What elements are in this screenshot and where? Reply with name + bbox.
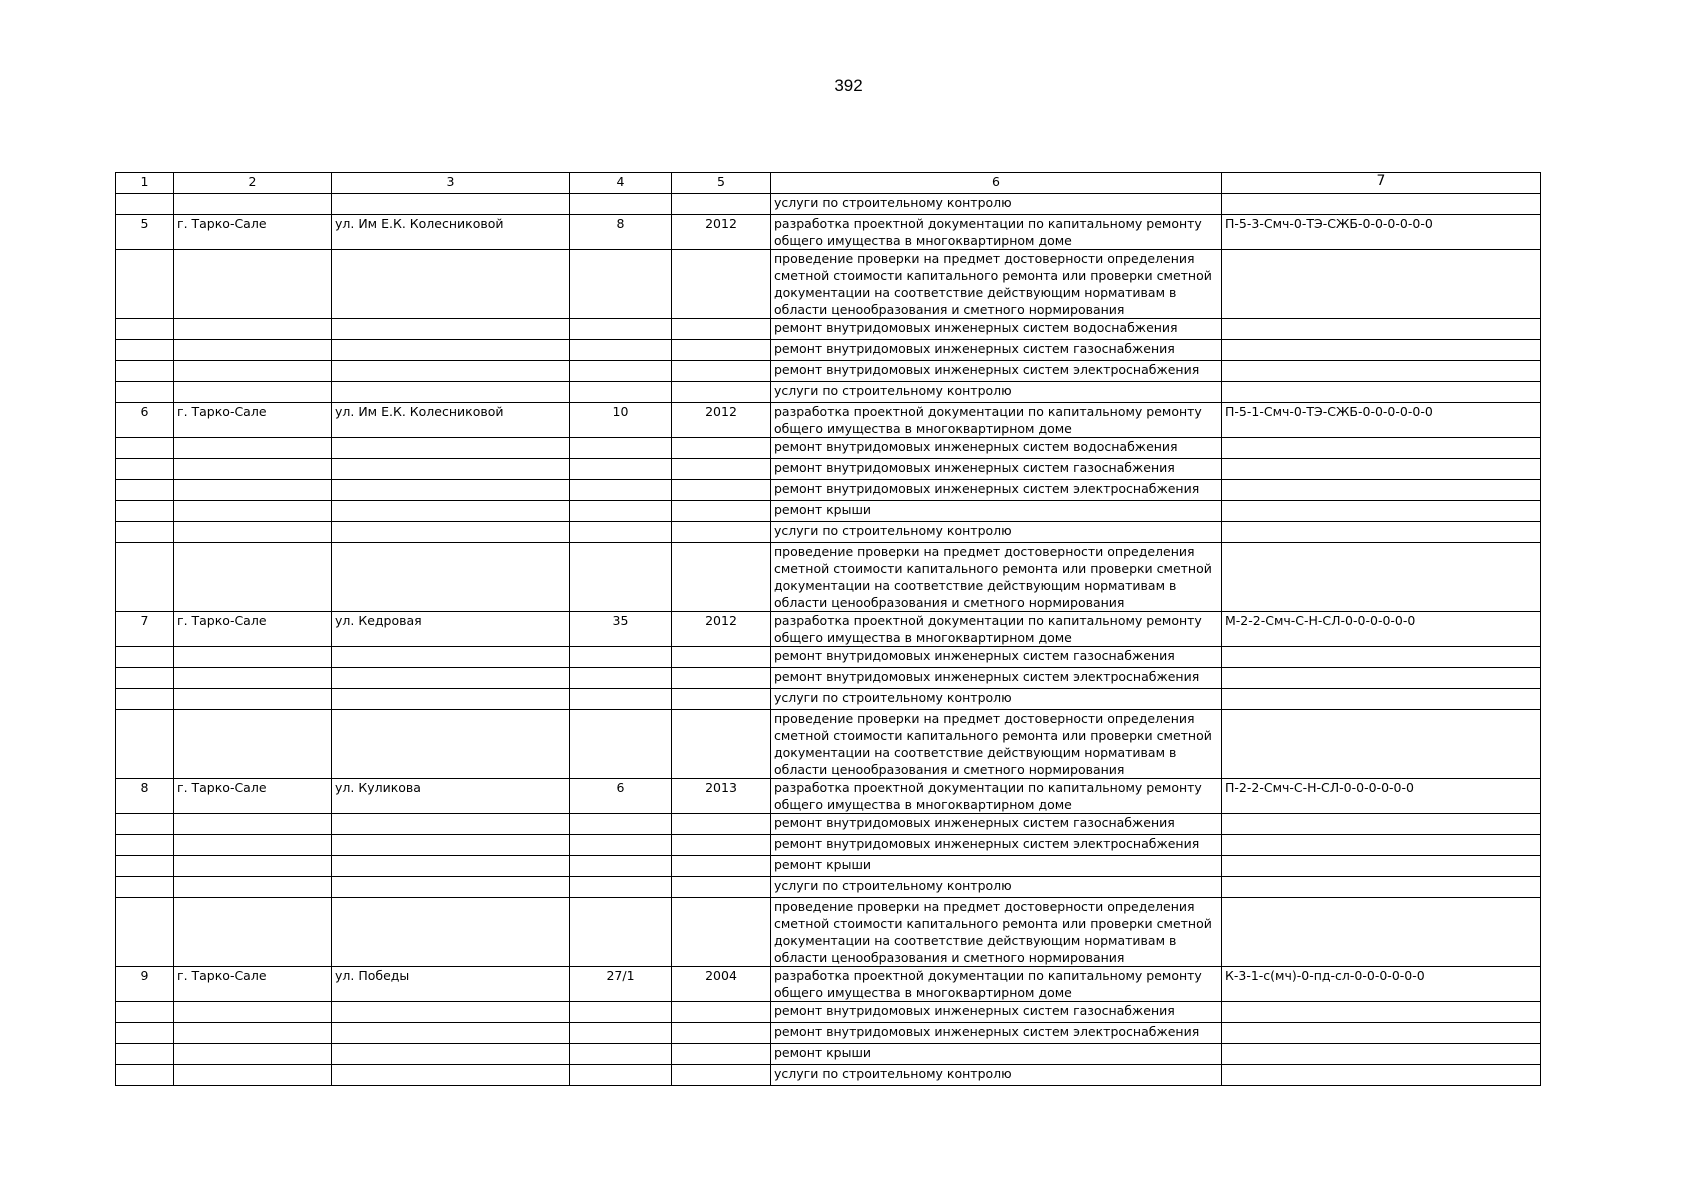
table-row <box>116 459 1541 480</box>
work-type-cell: ремонт внутридомовых инженерных систем электроснабжения <box>771 668 1222 689</box>
street-cell <box>332 522 570 543</box>
year-cell <box>672 522 771 543</box>
street-cell <box>332 1023 570 1044</box>
house-number-cell <box>570 856 672 877</box>
city-cell <box>174 877 332 898</box>
header-cell: 3 <box>332 173 570 194</box>
work-type-cell: ремонт крыши <box>771 856 1222 877</box>
city-cell: г. Тарко-Сале <box>174 215 332 250</box>
code-cell <box>1222 480 1541 501</box>
city-cell <box>174 340 332 361</box>
work-type-cell: услуги по строительному контролю <box>771 194 1222 215</box>
table-row <box>116 501 1541 522</box>
work-type-cell: ремонт внутридомовых инженерных систем газоснабжения <box>771 340 1222 361</box>
house-number-cell <box>570 689 672 710</box>
row-number-cell: 8 <box>116 779 174 814</box>
house-number-cell <box>570 710 672 779</box>
table-row <box>116 543 1541 612</box>
year-cell <box>672 898 771 967</box>
year-cell <box>672 856 771 877</box>
table-header-row <box>116 173 1541 194</box>
street-cell <box>332 361 570 382</box>
row-number-cell <box>116 856 174 877</box>
house-number-cell <box>570 194 672 215</box>
street-cell <box>332 480 570 501</box>
city-cell <box>174 250 332 319</box>
row-number-cell <box>116 501 174 522</box>
year-cell <box>672 194 771 215</box>
street-cell <box>332 459 570 480</box>
year-cell <box>672 543 771 612</box>
work-type-cell: проведение проверки на предмет достоверности определения сметной стоимости капитального ремонта или проверки сметной документации на соответствие действующим нормативам в области ценообразования и сметного нормирования <box>771 898 1222 967</box>
house-number-cell <box>570 1002 672 1023</box>
house-number-cell <box>570 480 672 501</box>
table-row <box>116 814 1541 835</box>
code-cell <box>1222 340 1541 361</box>
city-cell <box>174 814 332 835</box>
year-cell <box>672 438 771 459</box>
code-cell <box>1222 647 1541 668</box>
work-type-cell: проведение проверки на предмет достоверности определения сметной стоимости капитального ремонта или проверки сметной документации на соответствие действующим нормативам в области ценообразования и сметного нормирования <box>771 250 1222 319</box>
row-number-cell <box>116 382 174 403</box>
row-number-cell <box>116 877 174 898</box>
house-number-cell <box>570 319 672 340</box>
city-cell <box>174 856 332 877</box>
street-cell <box>332 877 570 898</box>
city-cell <box>174 438 332 459</box>
house-number-cell <box>570 814 672 835</box>
table-row <box>116 779 1541 814</box>
table-row <box>116 689 1541 710</box>
row-number-cell <box>116 319 174 340</box>
street-cell <box>332 382 570 403</box>
code-cell <box>1222 1065 1541 1086</box>
house-number-cell: 8 <box>570 215 672 250</box>
header-cell: 4 <box>570 173 672 194</box>
work-type-cell: разработка проектной документации по капитальному ремонту общего имущества в многоквартирном доме <box>771 403 1222 438</box>
street-cell: ул. Им Е.К. Колесниковой <box>332 215 570 250</box>
work-type-cell: ремонт внутридомовых инженерных систем электроснабжения <box>771 361 1222 382</box>
table-row <box>116 250 1541 319</box>
house-number-cell <box>570 340 672 361</box>
table-row <box>116 403 1541 438</box>
city-cell <box>174 898 332 967</box>
code-cell <box>1222 250 1541 319</box>
year-cell: 2013 <box>672 779 771 814</box>
house-number-cell: 10 <box>570 403 672 438</box>
city-cell <box>174 319 332 340</box>
code-cell <box>1222 543 1541 612</box>
row-number-cell: 7 <box>116 612 174 647</box>
row-number-cell <box>116 1002 174 1023</box>
row-number-cell <box>116 361 174 382</box>
work-type-cell: разработка проектной документации по капитальному ремонту общего имущества в многоквартирном доме <box>771 612 1222 647</box>
city-cell: г. Тарко-Сале <box>174 779 332 814</box>
year-cell <box>672 1044 771 1065</box>
table-row <box>116 382 1541 403</box>
table-row <box>116 438 1541 459</box>
work-type-cell: разработка проектной документации по капитальному ремонту общего имущества в многоквартирном доме <box>771 967 1222 1002</box>
table-row <box>116 319 1541 340</box>
row-number-cell <box>116 340 174 361</box>
street-cell <box>332 898 570 967</box>
table-row <box>116 1065 1541 1086</box>
year-cell <box>672 689 771 710</box>
work-type-cell: ремонт внутридомовых инженерных систем электроснабжения <box>771 1023 1222 1044</box>
city-cell <box>174 1023 332 1044</box>
header-cell: 5 <box>672 173 771 194</box>
code-cell <box>1222 1002 1541 1023</box>
year-cell <box>672 340 771 361</box>
street-cell <box>332 814 570 835</box>
row-number-cell: 5 <box>116 215 174 250</box>
street-cell <box>332 835 570 856</box>
row-number-cell <box>116 480 174 501</box>
table-row <box>116 668 1541 689</box>
street-cell <box>332 250 570 319</box>
row-number-cell <box>116 1023 174 1044</box>
code-cell: П-5-1-Смч-0-ТЭ-СЖБ-0-0-0-0-0-0 <box>1222 403 1541 438</box>
city-cell <box>174 1002 332 1023</box>
year-cell: 2012 <box>672 403 771 438</box>
table-row <box>116 194 1541 215</box>
table-row <box>116 1002 1541 1023</box>
row-number-cell: 6 <box>116 403 174 438</box>
city-cell <box>174 668 332 689</box>
code-cell <box>1222 898 1541 967</box>
year-cell <box>672 480 771 501</box>
table-row <box>116 1044 1541 1065</box>
code-cell <box>1222 382 1541 403</box>
street-cell <box>332 340 570 361</box>
city-cell <box>174 522 332 543</box>
row-number-cell <box>116 438 174 459</box>
code-cell: П-5-3-Смч-0-ТЭ-СЖБ-0-0-0-0-0-0 <box>1222 215 1541 250</box>
house-number-cell <box>570 1023 672 1044</box>
table-row <box>116 361 1541 382</box>
table-row <box>116 1023 1541 1044</box>
street-cell: ул. Им Е.К. Колесниковой <box>332 403 570 438</box>
year-cell <box>672 501 771 522</box>
year-cell: 2012 <box>672 215 771 250</box>
work-type-cell: ремонт внутридомовых инженерных систем газоснабжения <box>771 647 1222 668</box>
city-cell <box>174 710 332 779</box>
table-row <box>116 215 1541 250</box>
row-number-cell <box>116 194 174 215</box>
year-cell <box>672 835 771 856</box>
street-cell <box>332 1002 570 1023</box>
year-cell <box>672 1002 771 1023</box>
house-number-cell <box>570 522 672 543</box>
work-type-cell: ремонт внутридомовых инженерных систем газоснабжения <box>771 459 1222 480</box>
year-cell <box>672 382 771 403</box>
house-number-cell <box>570 1065 672 1086</box>
work-type-cell: услуги по строительному контролю <box>771 382 1222 403</box>
table-row <box>116 877 1541 898</box>
work-type-cell: ремонт внутридомовых инженерных систем водоснабжения <box>771 319 1222 340</box>
work-type-cell: разработка проектной документации по капитальному ремонту общего имущества в многоквартирном доме <box>771 779 1222 814</box>
table-row <box>116 480 1541 501</box>
year-cell <box>672 1023 771 1044</box>
street-cell: ул. Кедровая <box>332 612 570 647</box>
work-type-cell: ремонт внутридомовых инженерных систем газоснабжения <box>771 814 1222 835</box>
street-cell <box>332 689 570 710</box>
code-cell <box>1222 1044 1541 1065</box>
row-number-cell <box>116 898 174 967</box>
house-number-cell <box>570 459 672 480</box>
year-cell <box>672 459 771 480</box>
code-cell: М-2-2-Смч-С-Н-СЛ-0-0-0-0-0-0 <box>1222 612 1541 647</box>
year-cell <box>672 877 771 898</box>
house-number-cell: 6 <box>570 779 672 814</box>
work-type-cell: проведение проверки на предмет достоверности определения сметной стоимости капитального ремонта или проверки сметной документации на соответствие действующим нормативам в области ценообразования и сметного нормирования <box>771 543 1222 612</box>
city-cell <box>174 543 332 612</box>
street-cell <box>332 856 570 877</box>
house-number-cell <box>570 501 672 522</box>
code-cell <box>1222 459 1541 480</box>
year-cell: 2012 <box>672 612 771 647</box>
year-cell <box>672 361 771 382</box>
city-cell <box>174 647 332 668</box>
work-type-cell: ремонт внутридомовых инженерных систем газоснабжения <box>771 1002 1222 1023</box>
house-number-cell: 35 <box>570 612 672 647</box>
city-cell: г. Тарко-Сале <box>174 403 332 438</box>
street-cell <box>332 710 570 779</box>
work-type-cell: ремонт внутридомовых инженерных систем водоснабжения <box>771 438 1222 459</box>
work-type-cell: услуги по строительному контролю <box>771 689 1222 710</box>
house-number-cell <box>570 361 672 382</box>
row-number-cell <box>116 250 174 319</box>
street-cell <box>332 501 570 522</box>
street-cell <box>332 668 570 689</box>
row-number-cell <box>116 668 174 689</box>
work-type-cell: услуги по строительному контролю <box>771 1065 1222 1086</box>
header-cell: 7 <box>1222 173 1541 194</box>
code-cell <box>1222 689 1541 710</box>
year-cell <box>672 668 771 689</box>
house-number-cell: 27/1 <box>570 967 672 1002</box>
code-cell: П-2-2-Смч-С-Н-СЛ-0-0-0-0-0-0 <box>1222 779 1541 814</box>
city-cell: г. Тарко-Сале <box>174 967 332 1002</box>
city-cell <box>174 689 332 710</box>
table-row <box>116 835 1541 856</box>
table-row <box>116 612 1541 647</box>
year-cell <box>672 814 771 835</box>
page-number: 392 <box>834 76 863 95</box>
house-number-cell <box>570 250 672 319</box>
works-table <box>115 172 1541 1086</box>
street-cell <box>332 1044 570 1065</box>
city-cell <box>174 1044 332 1065</box>
table-row <box>116 898 1541 967</box>
header-cell: 2 <box>174 173 332 194</box>
city-cell <box>174 480 332 501</box>
table-row <box>116 647 1541 668</box>
work-type-cell: ремонт крыши <box>771 1044 1222 1065</box>
work-type-cell: разработка проектной документации по капитальному ремонту общего имущества в многоквартирном доме <box>771 215 1222 250</box>
city-cell <box>174 1065 332 1086</box>
street-cell <box>332 438 570 459</box>
year-cell: 2004 <box>672 967 771 1002</box>
year-cell <box>672 1065 771 1086</box>
code-cell <box>1222 1023 1541 1044</box>
row-number-cell <box>116 814 174 835</box>
table-row <box>116 522 1541 543</box>
code-cell <box>1222 438 1541 459</box>
city-cell: г. Тарко-Сале <box>174 612 332 647</box>
code-cell <box>1222 194 1541 215</box>
house-number-cell <box>570 647 672 668</box>
city-cell <box>174 459 332 480</box>
row-number-cell <box>116 647 174 668</box>
house-number-cell <box>570 438 672 459</box>
city-cell <box>174 361 332 382</box>
city-cell <box>174 194 332 215</box>
house-number-cell <box>570 877 672 898</box>
row-number-cell <box>116 522 174 543</box>
code-cell: К-3-1-с(мч)-0-пд-сл-0-0-0-0-0-0 <box>1222 967 1541 1002</box>
row-number-cell <box>116 710 174 779</box>
street-cell <box>332 194 570 215</box>
work-type-cell: услуги по строительному контролю <box>771 877 1222 898</box>
header-cell: 1 <box>116 173 174 194</box>
street-cell: ул. Куликова <box>332 779 570 814</box>
row-number-cell <box>116 1044 174 1065</box>
work-type-cell: ремонт крыши <box>771 501 1222 522</box>
code-cell <box>1222 522 1541 543</box>
house-number-cell <box>570 1044 672 1065</box>
house-number-cell <box>570 835 672 856</box>
house-number-cell <box>570 898 672 967</box>
street-cell <box>332 543 570 612</box>
row-number-cell: 9 <box>116 967 174 1002</box>
row-number-cell <box>116 1065 174 1086</box>
street-cell <box>332 647 570 668</box>
city-cell <box>174 382 332 403</box>
city-cell <box>174 501 332 522</box>
code-cell <box>1222 319 1541 340</box>
work-type-cell: ремонт внутридомовых инженерных систем электроснабжения <box>771 480 1222 501</box>
code-cell <box>1222 835 1541 856</box>
table-row <box>116 856 1541 877</box>
work-type-cell: проведение проверки на предмет достоверности определения сметной стоимости капитального ремонта или проверки сметной документации на соответствие действующим нормативам в области ценообразования и сметного нормирования <box>771 710 1222 779</box>
row-number-cell <box>116 835 174 856</box>
year-cell <box>672 319 771 340</box>
code-cell <box>1222 856 1541 877</box>
work-type-cell: услуги по строительному контролю <box>771 522 1222 543</box>
table-row <box>116 340 1541 361</box>
street-cell <box>332 319 570 340</box>
city-cell <box>174 835 332 856</box>
house-number-cell <box>570 543 672 612</box>
row-number-cell <box>116 459 174 480</box>
header-cell: 6 <box>771 173 1222 194</box>
works-table-body <box>116 173 1541 1086</box>
code-cell <box>1222 814 1541 835</box>
table-row <box>116 967 1541 1002</box>
row-number-cell <box>116 689 174 710</box>
row-number-cell <box>116 543 174 612</box>
house-number-cell <box>570 668 672 689</box>
code-cell <box>1222 361 1541 382</box>
table-row <box>116 710 1541 779</box>
code-cell <box>1222 877 1541 898</box>
street-cell: ул. Победы <box>332 967 570 1002</box>
work-type-cell: ремонт внутридомовых инженерных систем электроснабжения <box>771 835 1222 856</box>
code-cell <box>1222 710 1541 779</box>
code-cell <box>1222 668 1541 689</box>
year-cell <box>672 710 771 779</box>
year-cell <box>672 647 771 668</box>
house-number-cell <box>570 382 672 403</box>
year-cell <box>672 250 771 319</box>
street-cell <box>332 1065 570 1086</box>
code-cell <box>1222 501 1541 522</box>
